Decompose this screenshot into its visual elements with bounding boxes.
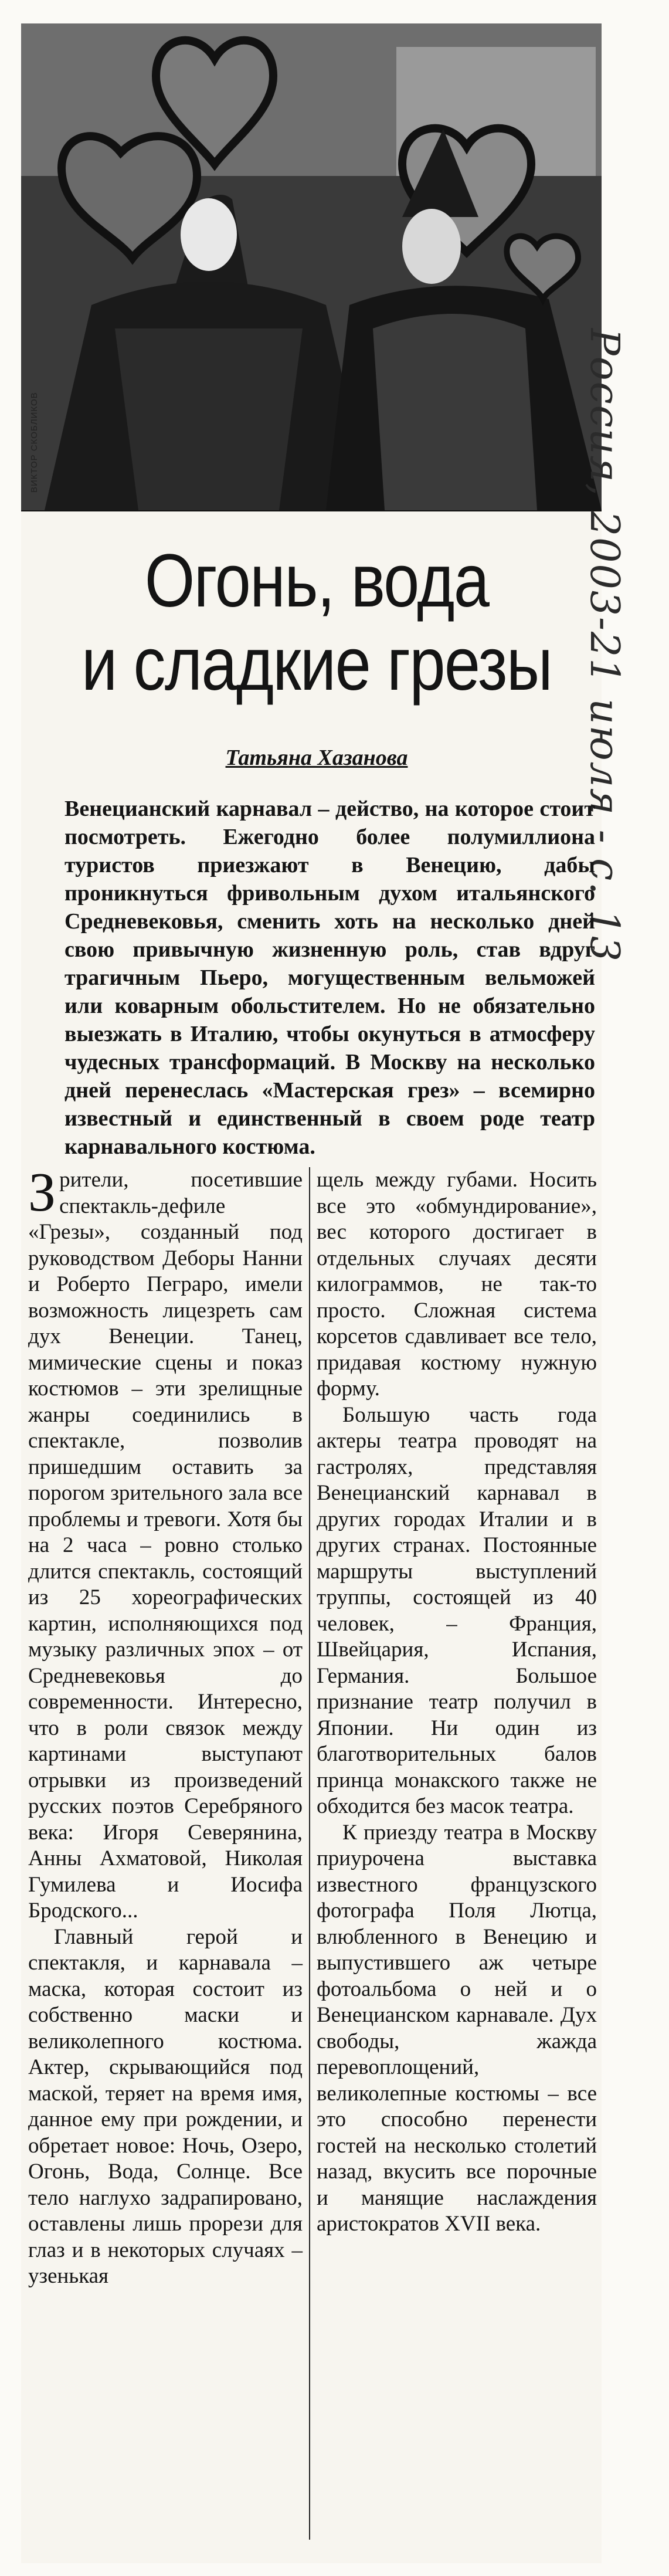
handwritten-source-date: Россия, 2003-21 июля - с. 13 (581, 328, 627, 963)
col1-paragraph-2: Главный герой и спектакля, и карнавала – маска, которая состоит из собственно маски и великолепного костюма. Актер, скрывающийся под маской, теряет на время имя, данное ему при рождении, и обретает новое: Ночь, Озеро, Огонь, Вода, Солнце. Все тело наглухо задрапировано, оставлены лишь прорези для глаз и в некоторых случаях – узенькая (28, 1924, 303, 2288)
col2-paragraph-1: щель между губами. Носить все это «обмундирование», вес которого достигает в отдельных случаях десяти килограммов, не так-то просто. Сложная система корсетов сдавливает все тело, придавая костюму нужную форму. (317, 1168, 597, 1401)
lead-paragraph: Венецианский карнавал – действо, на которое стоит посмотреть. Ежегодно более полумиллиона туристов приезжают в Венецию, дабы проникнуться фривольным духом итальянского Средневековья, сменить хоть на несколько дней свою привычную жизненную роль, став вдруг трагичным Пьеро, могущественным вельможей или коварным обольстителем. Но не обязательно выезжать в Италию, чтобы окунуться в атмосферу чудесных трансформаций. В Москву на несколько дней перенеслась «Мастерская грез» – всемирно известный и единственный в своем роде театр карнавального костюма. (64, 796, 595, 1159)
col1-paragraph-1 (28, 1162, 303, 1924)
title-line-2: и сладкие грезы (81, 622, 552, 706)
title-line-1: Огонь, вода (144, 539, 489, 623)
handwritten-note (581, 328, 663, 1138)
drop-cap: З (28, 1162, 56, 1223)
article-column-2 (317, 1167, 597, 2540)
article-title (74, 540, 559, 706)
carnival-photo (21, 23, 602, 511)
author-byline: Татьяна Хазанова (225, 745, 408, 770)
col2-paragraph-3: К приезду театра в Москву приурочена выставка известного французского фотографа Поля Лютца, влюбленного в Венецию и выпустившего аж четыре фотоальбома о ней и о Венецианском карнавале. Дух свободы, жажда перевоплощений, великолепные костюмы – все это способно перенести гостей на несколько столетий назад, вкусить все порочные и манящие наслаждения аристократов XVII века. (317, 1820, 597, 2236)
article-column-1 (28, 1162, 303, 2546)
column-divider (309, 1167, 310, 2540)
col1-paragraph-1-text: рители, посетившие спектакль-дефиле «Грезы», созданный под руководством Деборы Нанни и Роберто Пеграро, имели возможность лицезреть сам дух Венеции. Танец, мимические сцены и показ костюмов – эти зрелищные жанры соединились в спектакле, позволив пришедшим оставить за порогом зрительного зала все проблемы и тревоги. Хотя бы на 2 часа – ровно столько длится спектакль, состоящий из 25 хореографических картин, исполняющихся под музыку различных эпох – от Средневековья до современности. Интересно, что в роли связок между картинами выступают отрывки из произведений русских поэтов Серебряного века: Игоря Северянина, Анны Ахматовой, Николая Гумилева и Иосифа Бродского... (28, 1168, 303, 1923)
photo-credit: ВИКТОР СКОБЛИКОВ (29, 392, 39, 493)
carnival-masks-photo-icon (21, 23, 602, 510)
col2-paragraph-2: Большую часть года актеры театра проводят на гастролях, представляя Венецианский карнавал в других городах Италии и в других странах. Постоянные маршруты выступлений труппы, состоящей из 40 человек, – Франция, Швейцария, Испания, Германия. Большое признание театр получил в Японии. Ни один из благотворительных балов принца монакского также не обходится без масок театра. (317, 1402, 597, 1818)
